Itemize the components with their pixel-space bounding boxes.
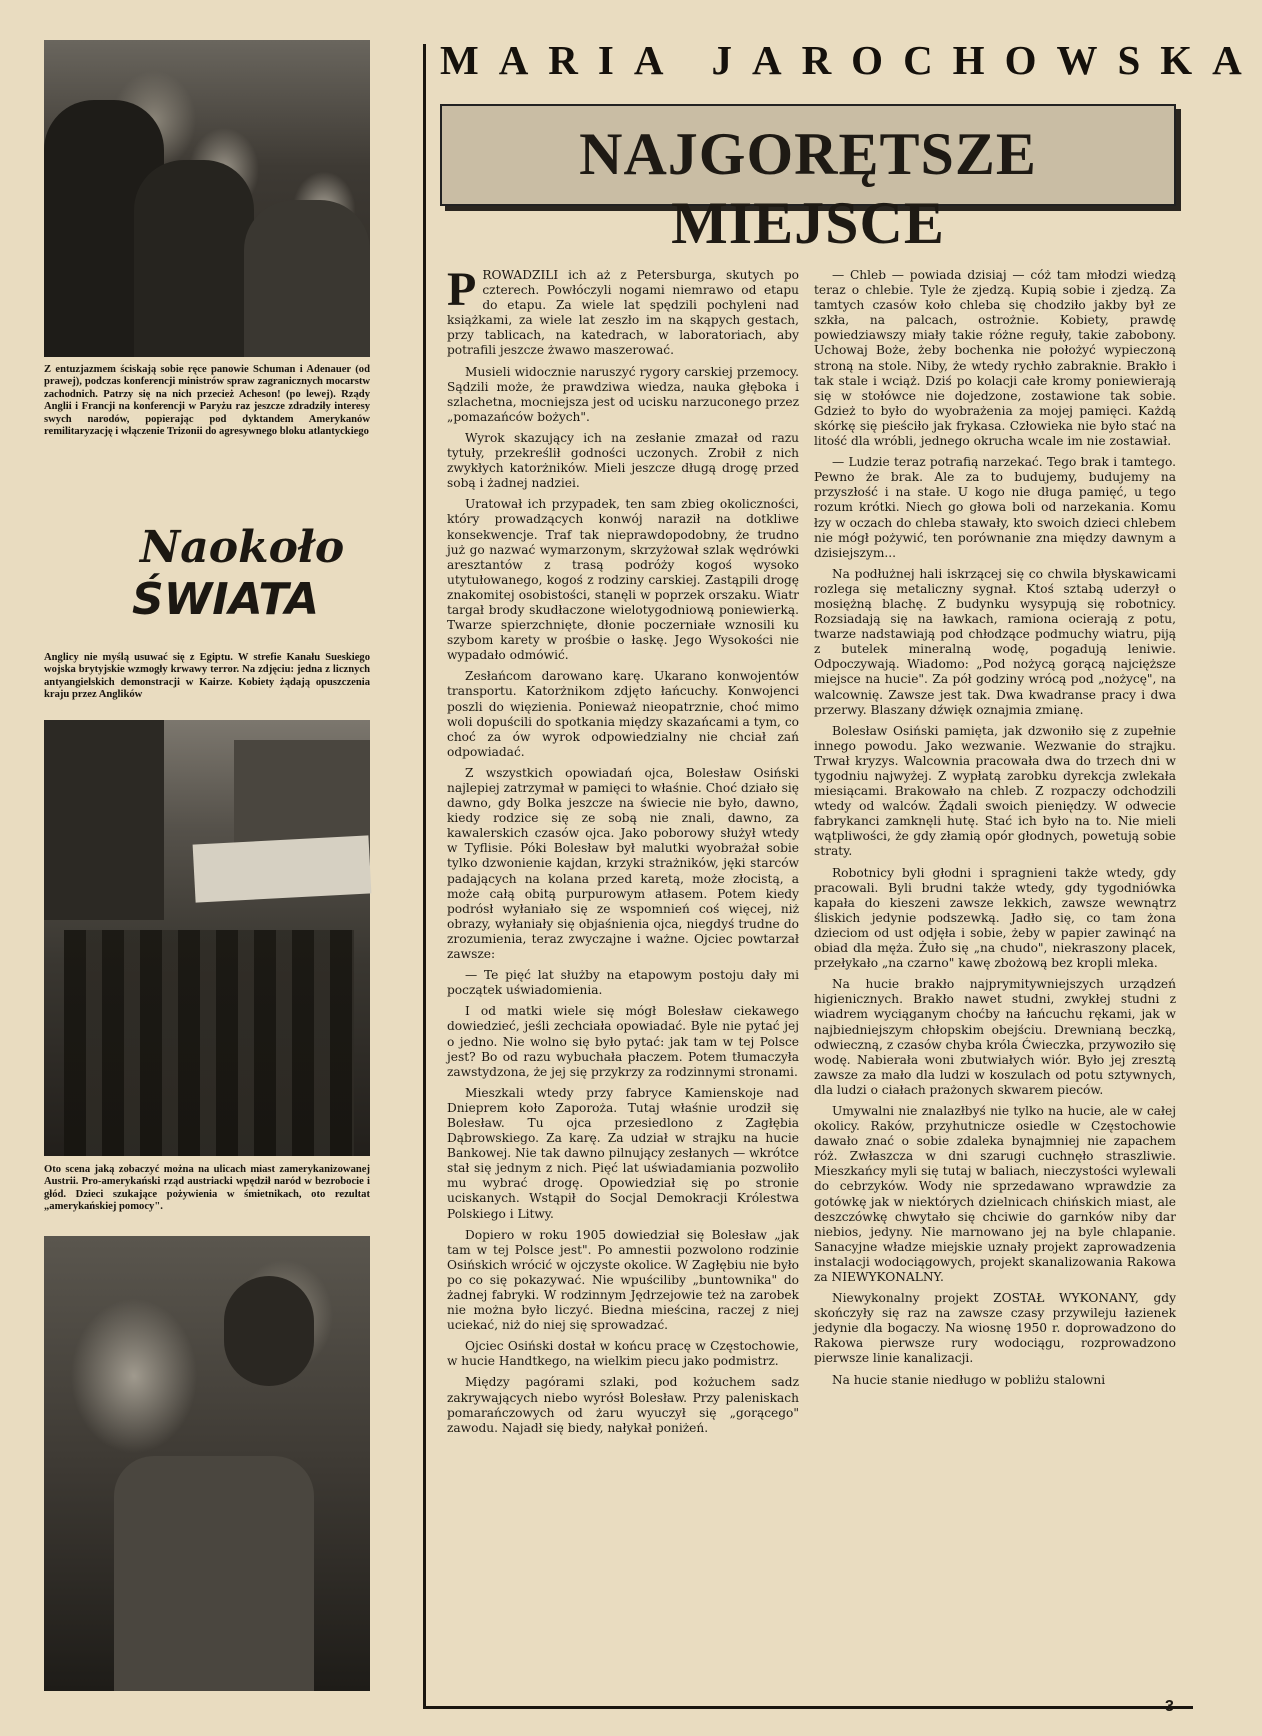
paragraph: Musieli widocznie naruszyć rygory carskiej przemocy. Sądzili może, że prawdziwa wiedza, nauka głęboka i szlachetna, mocniejsza jest od ucisku narzuconego przez „pomazańców bożych".: [447, 364, 799, 424]
author-name: MARIA JAROCHOWSKA: [440, 37, 1262, 83]
photo-austria-children: [44, 1236, 370, 1691]
paragraph: Wyrok skazujący ich na zesłanie zmazał od razu tytuły, przekreślił godności uczonych. Zrobił z nich zwykłych katorżników. Mieli jeszcze długą drogę przed sobą i żadnej nadziei.: [447, 430, 799, 491]
caption-austria: Oto scena jaką zobaczyć można na ulicach miast zamerykanizowanej Austrii. Pro-amerykański rząd austriacki wpędził naród w bezrobocie i głód. Dzieci szukające pożywienia w śmietnikach, oto rezultat „amerykańskiej pomocy".: [44, 1164, 370, 1213]
paragraph: Bolesław Osiński pamięta, jak dzwoniło się z zupełnie innego powodu. Jako wezwanie. Wezwanie do strajku. Trwał kryzys. Walcownia pracowała dwa do trzech dni w tygodniu najwyżej. Z wypłatą zarobku dyrekcja zwlekała miesiącami. Brakowało na chleb. Z rozpaczy odchodzili wtedy od walców. Żądali swoich pieniędzy. W odwecie fabrykanci zamknęli hutę. Stać ich było na to. Nie mieli wątpliwości, że gdy złamią opór głodnych, powetują sobie straty.: [814, 723, 1176, 859]
photo-ministers: [44, 40, 370, 357]
article-title: NAJGORĘTSZE MIEJSCE: [579, 121, 1037, 256]
paragraph: Ojciec Osiński dostał w końcu pracę w Częstochowie, w hucie Handtkego, na wielkim piecu jako podmistrz.: [447, 1339, 799, 1369]
caption-ministers: Z entuzjazmem ściskają sobie ręce panowie Schuman i Adenauer (od prawej), podczas konferencji ministrów spraw zagranicznych mocarstw zachodnich. Patrzy się na nich przecież Acheson! (po lewej). Rządy Anglii i Francji na konferencji w Paryżu raz jeszcze zdradziły interesy swych narodów, popierając pod dyktandem Amerykanów remilitaryzację i włączenie Trizonii do agresywnego bloku atlantyckiego: [44, 364, 370, 438]
paragraph: Zesłańcom darowano karę. Ukarano konwojentów transportu. Katorżnikom zdjęto łańcuchy. Konwojenci poszli do więzienia. Ponieważ nieopatrznie, choć mimo woli dopuścili do spotkania między skazańcami a tym, co choć za ów wyrok odpowiedzialny nie chciał zań odpowiadać.: [447, 669, 799, 759]
paragraph: Niewykonalny projekt ZOSTAŁ WYKONANY, gdy skończyły się raz na zawsze czasy przywileju łazienek jedynie dla bogaczy. Na wiosnę 1950 r. doprowadzono do Rakowa pierwsze rury wodociągu, rozprowadzono pierwsze linie kanalizacji.: [814, 1291, 1176, 1366]
paragraph: PROWADZILI ich aż z Petersburga, skutych po czterech. Powłóczyli nogami niemrawo od etapu do etapu. Za wiele lat spędzili pochyleni nad książkami, za wiele lat zeszło im na skąpych gestach, przy tablicach, na katedrach, w laboratoriach, aby potrafili jeszcze żwawo maszerować.: [447, 263, 799, 358]
paragraph: Na hucie brakło najprymitywniejszych urządzeń higienicznych. Brakło nawet studni, zwykłej studni z wiadrem wyciąganym choćby na łańcuchu rękami, jak w najbiedniejszym chłopskim obejściu. Drewnianą beczką, odwieczną, z czasów chyba króla Ćwieczka, przywoziło się wodę. Nabierała woni zbutwiałych wiór. Było jej zresztą zawsze za mało dla ludzi w koszulach od potu sztywnych, dla ludzi o ciałach prażonych skwarem pieców.: [814, 977, 1176, 1097]
photo-cairo-demonstration: [44, 720, 370, 1156]
paragraph: Między pagórami szlaki, pod kożuchem sadz zakrywających niebo wyrósł Bolesław. Przy paleniskach pomarańczowych od żaru wyuczył się „gorącego" zawodu. Najadł się biedy, nałykał poniżeń.: [447, 1375, 799, 1435]
paragraph: Uratował ich przypadek, ten sam zbieg okoliczności, który prowadzących konwój naraził na dotkliwe konsekwencje. Traf tak nieprawdopodobny, że trudno już go nazwać wymarzonym, skrzyżował szlak wędrówki aresztantów z trasą podróży kogoś wysoko utytułowanego, kogoś z rodziny carskiej. Zastąpili drogę znakomitej osobistości, stanęli w poprzek orszaku. Wiatr targał brody skudłaczone wielotygodniową poniewierką. Twarze spierzchnięte, dłonie poczerniałe wznosili ku szybom karety w prośbie o łaskę. Jego Wysokości nie wypadało odmówić.: [447, 497, 799, 663]
paragraph: I od matki wiele się mógł Bolesław ciekawego dowiedzieć, jeśli zechciała opowiadać. Byle nie pytać jej o jedno. Nie wolno się było pytać: jak tam w tej Polsce jest? Bo od razu wybuchała płaczem. Potem tłumaczyła zawstydzona, że jej się przykrzy za rodzinnymi stronami.: [447, 1004, 799, 1079]
paragraph: Robotnicy byli głodni i spragnieni także wtedy, gdy pracowali. Byli brudni także wtedy, gdy tygodniówka kapała do kieszeni zawsze lekkich, zawsze wewnątrz śliskich jedynie podszewką. Jadło się, co tam żona dzieciom od ust odjęła i sobie, żeby w papier zawinąć na obiad dla męża. Żuło się „na chudo", niekraszony placek, przełykało „na czarno" kawę zbożową bez kropli mleka.: [814, 865, 1176, 971]
column-rule: [423, 44, 426, 1709]
paragraph: Na podłużnej hali iskrzącej się co chwila błyskawicami rozlega się metaliczny sygnał. Ktoś sztabą uderzył o mosiężną blachę. Z budynku wysypują się robotnicy. Rozsiadają się na ławkach, ramiona ocierają z potu, twarze nadstawiają pod chłodzące podmuchy wiatru, piją z butelek mineralną wodę, pogadują leniwie. Odpoczywają. Wiadomo: „Pod nożycą gorącą najcięższe miejsce na hucie". Za pół godziny wrócą pod „nożycę", na walcownię. Zawsze jest tak. Dwa kwadranse pracy i dwa przerwy. Blaszany dźwięk oznajmia zmianę.: [814, 566, 1176, 717]
naokolo-swiata-logo: [120, 508, 345, 625]
paragraph: Z wszystkich opowiadań ojca, Bolesław Osiński najlepiej zatrzymał w pamięci to właśnie. Choć działo się dawno, gdy Bolka jeszcze na świecie nie było, dawno, kiedy rodzice się ze sobą nie znali, dawno, za kawalerskich czasów ojca. Jako poborowy służył wtedy w Tyflisie. Póki Bolesław był malutki wyobrażał sobie tylko dzwonienie kajdan, krzyki strażników, jęki starców padających na kolana przed karetą, może złocistą, a może całą obitą purpurowym atłasem. Potem kiedy podrósł wyłaniało się ze wspomnień coś więcej, niż obrazy, wyłaniały się objaśnienia ojca, niegdyś trudne do zrozumienia, teraz zwyczajne i ważne. Ojciec powtarzał zawsze:: [447, 765, 799, 962]
title-box: [440, 104, 1176, 256]
logo-line1: Naokoło: [140, 522, 345, 573]
page-number: 3: [1165, 1698, 1174, 1715]
bottom-rule: [423, 1706, 1193, 1709]
paragraph: Umywalni nie znalazłbyś nie tylko na hucie, ale w całej okolicy. Raków, przyhutnicze osiedle w Częstochowie dawało znać o sobie zdaleka bynajmniej nie zapachem róż. Zwłaszcza w dni szarugi cuchnęło straszliwie. Mieszkańcy myli się tutaj w baliach, nieczystości wylewali do cebrzyków. Wody nie sprzedawano wprawdzie za gotówkę jak w niektórych dzielnicach chińskich miast, ale deszczówkę chwytało się chciwie do garnków niby dar niebios, jedyny. Nie marnowano jej na byle chlapanie. Sanacyjne władze miejskie uznały projekt zaprowadzenia instalacji wodociągowych, projekt skanalizowania Rakowa za NIEWYKONALNY.: [814, 1103, 1176, 1284]
caption-egypt: Anglicy nie myślą usuwać się z Egiptu. W strefie Kanału Sueskiego wojska brytyjskie wzmogły krwawy terror. Na zdjęciu: jedna z licznych antyangielskich demonstracji w Kairze. Kobiety żądają opuszczenia kraju przez Anglików: [44, 652, 370, 701]
logo-line2: ŚWIATA: [132, 574, 320, 625]
paragraph: — Te pięć lat służby na etapowym postoju dały mi początek uświadomienia.: [447, 968, 799, 998]
article-column-1: [447, 263, 799, 1442]
paragraph: Mieszkali wtedy przy fabryce Kamienskoje nad Dnieprem koło Zaporoża. Tutaj właśnie urodził się Bolesław. Tu ojca przesiedlono z Zagłębia Dąbrowskiego. Za karę. Za udział w strajku na hucie Bankowej. Nie tak dawno pilnujący zesłanych — wkrótce stał się jednym z nich. Pięć lat uświadamiania pozwoliło mu wybrać drogę. Opowiedział się po stronie uciskanych. Wstąpił do Socjal Demokracji Królestwa Polskiego i Litwy.: [447, 1085, 799, 1221]
drop-cap: P: [447, 263, 477, 316]
paragraph: — Chleb — powiada dzisiaj — cóż tam młodzi wiedzą teraz o chlebie. Tyle że zjedzą. Kupią sobie i zjedzą. Za tamtych czasów koło chleba się chodziło jakby był ze szkła, na palcach, ostrożnie. Kobiety, prawdę powiedziawszy miały takie różne reguły, takie zabobony. Uchowaj Boże, żeby bochenka nie położyć wypieczoną stroną na stole. Niby, że wtedy rychło zabraknie. Brakło i tak stale i wciąż. Dziś po kolacji całe kromy poniewierają się w stołówce nie dojedzone, zostawione tak sobie. Gdzież to było do wyobrażenia za mojej pamięci. Każdą skórkę się pieściło jak frykasa. Człowieka nie było stać na litość dla wróbli, jednego okrucha wcale im nie zostawiał.: [814, 268, 1176, 449]
article-column-2: [814, 268, 1176, 1394]
paragraph: Dopiero w roku 1905 dowiedział się Bolesław „jak tam w tej Polsce jest". Po amnestii pozwolono rodzinie Osińskich wrócić w ojczyste okolice. W Zagłębiu nie było po co się pokazywać. Nie wpuściliby „buntownika" do żadnej fabryki. W rodzinnym Jędrzejowie też na zarobek nie można było liczyć. Biedna mieścina, raczej z niej uciekać, niż do niej się sprowadzać.: [447, 1227, 799, 1333]
paragraph: Na hucie stanie niedługo w pobliżu stalowni: [832, 1372, 1106, 1387]
paragraph: — Ludzie teraz potrafią narzekać. Tego brak i tamtego. Pewno że brak. Ale za to budujemy, budujemy na przyszłość i na stałe. U kogo nie długa pamięć, u tego rozum krótki. Niech go głowa boli od narzekania. Komu łzy w oczach do chleba stawały, kto swoich dzieci chlebem nie mógł pożywić, ten porównanie zna między dawnym a dzisiejszym...: [814, 455, 1176, 560]
